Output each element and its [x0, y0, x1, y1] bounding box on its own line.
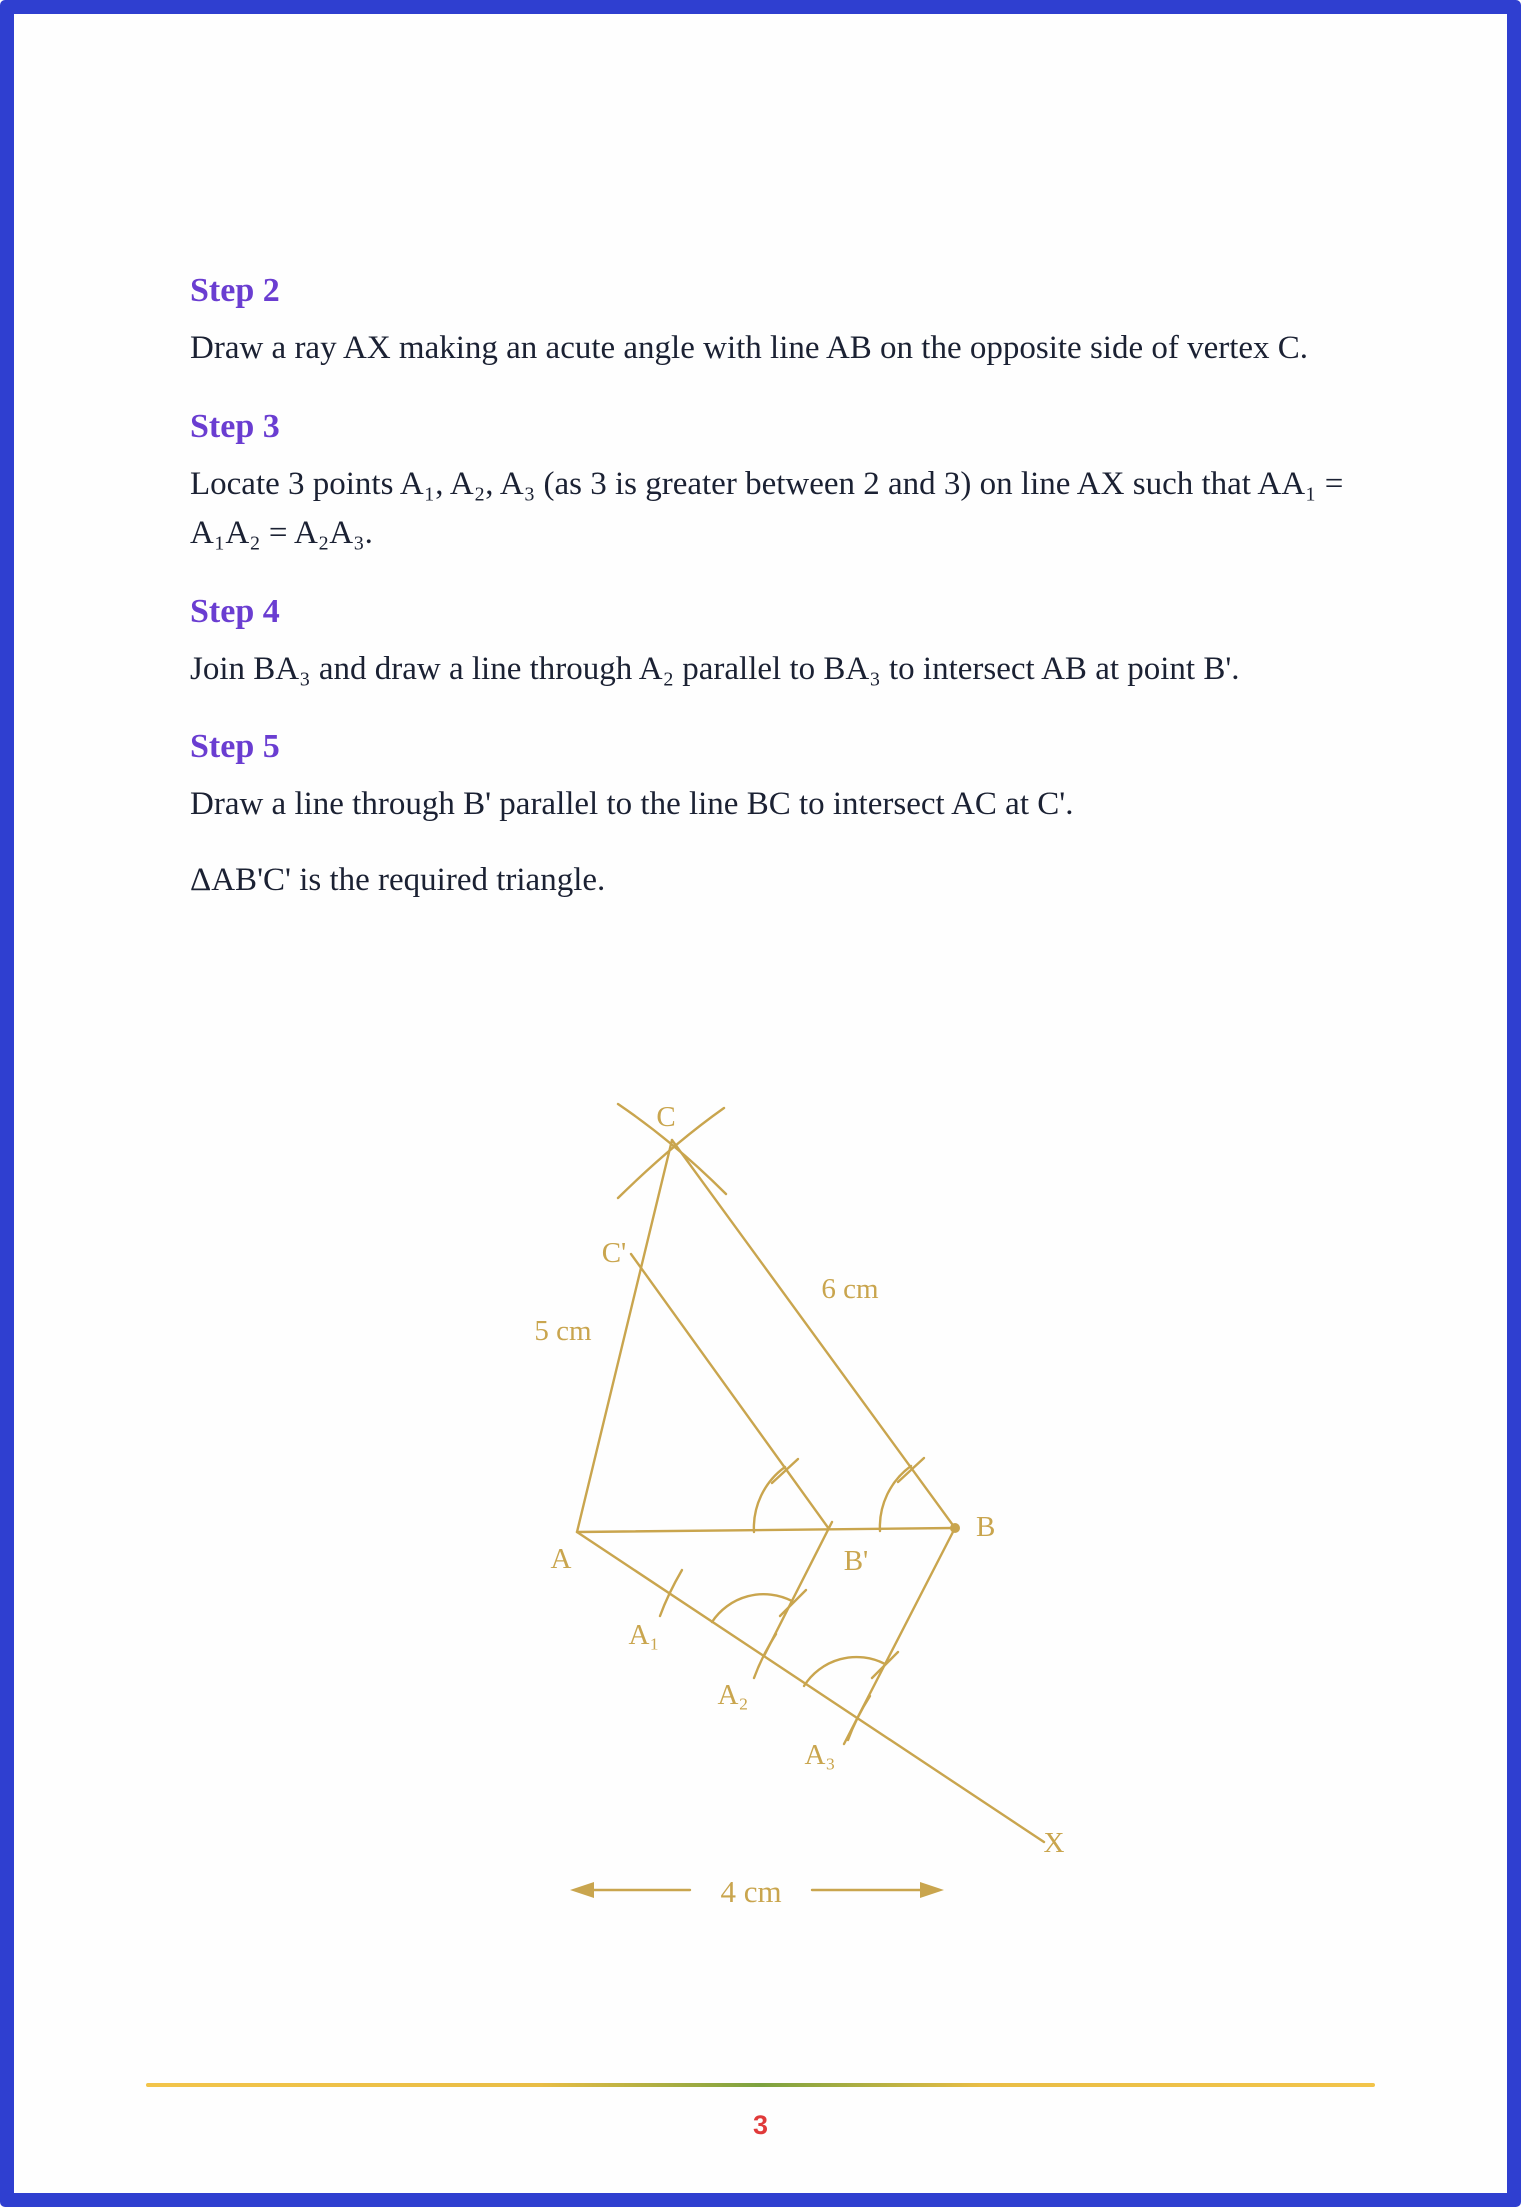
step-4-heading: Step 4	[190, 592, 280, 630]
tick-A3	[848, 1696, 870, 1740]
page-number: 3	[752, 2110, 769, 2140]
arc-cross-tick-2	[872, 1652, 898, 1678]
step-3-heading: Step 3	[190, 407, 280, 445]
diagram-labels	[534, 1101, 1064, 1909]
angle-arc-at-A2	[712, 1594, 792, 1622]
label-4cm: 4 cm	[720, 1874, 782, 1909]
compass-arc-at-C-2	[618, 1108, 724, 1198]
tick-A1	[660, 1570, 682, 1616]
label-X: X	[1043, 1827, 1065, 1859]
line-AC	[577, 1140, 672, 1532]
label-5cm: 5 cm	[534, 1315, 592, 1347]
line-BA3	[844, 1528, 955, 1744]
arc-cross-tick-3	[898, 1458, 924, 1482]
label-A: A	[550, 1543, 572, 1575]
tick-A2	[754, 1634, 776, 1678]
diagram-lines	[570, 1104, 1044, 1898]
label-C: C	[656, 1101, 676, 1133]
line-AB	[577, 1528, 955, 1532]
footer-divider	[146, 2083, 1375, 2087]
step-5-text: Draw a line through B' parallel to the line BC to intersect AC at C'.	[190, 786, 1074, 822]
point-B-dot	[950, 1523, 960, 1533]
arc-cross-tick-4	[772, 1459, 798, 1483]
arc-cross-tick-1	[780, 1590, 806, 1616]
left-arrowhead-icon	[570, 1882, 594, 1898]
label-A1: A₁	[628, 1619, 660, 1651]
line-A2-Bprime	[764, 1522, 832, 1656]
label-A2: A₂	[717, 1679, 749, 1711]
ray-AX	[577, 1532, 1044, 1842]
step-3-text: Locate 3 points A₁, A₂, A₃ (as 3 is greater between 2 and 3) on line AX such that AA₁ = A₁A₂ = A₂A₃.	[190, 465, 1344, 551]
step-5-heading: Step 5	[190, 728, 280, 765]
line-Bprime-Cprime	[631, 1254, 829, 1529]
solution-steps	[190, 272, 1380, 911]
angle-arc-at-A3	[804, 1657, 885, 1686]
label-C-prime: C'	[601, 1237, 627, 1269]
angle-arc-at-Bprime	[754, 1467, 785, 1532]
step-2-text: Draw a ray AX making an acute angle with line AB on the opposite side of vertex C.	[190, 330, 1309, 366]
label-B: B	[976, 1511, 996, 1543]
step-4-text: Join BA₃ and draw a line through A₂ parallel to BA₃ to intersect AB at point B'.	[190, 650, 1240, 687]
right-arrowhead-icon	[920, 1882, 944, 1898]
line-CB	[672, 1140, 955, 1528]
label-A3: A₃	[804, 1739, 836, 1771]
angle-arc-at-B	[880, 1466, 911, 1531]
step-2-heading: Step 2	[190, 272, 280, 309]
conclusion-text: ΔAB'C' is the required triangle.	[190, 861, 606, 898]
label-6cm: 6 cm	[821, 1273, 879, 1305]
label-B-prime: B'	[843, 1545, 869, 1577]
compass-arc-at-C-1	[618, 1104, 726, 1194]
